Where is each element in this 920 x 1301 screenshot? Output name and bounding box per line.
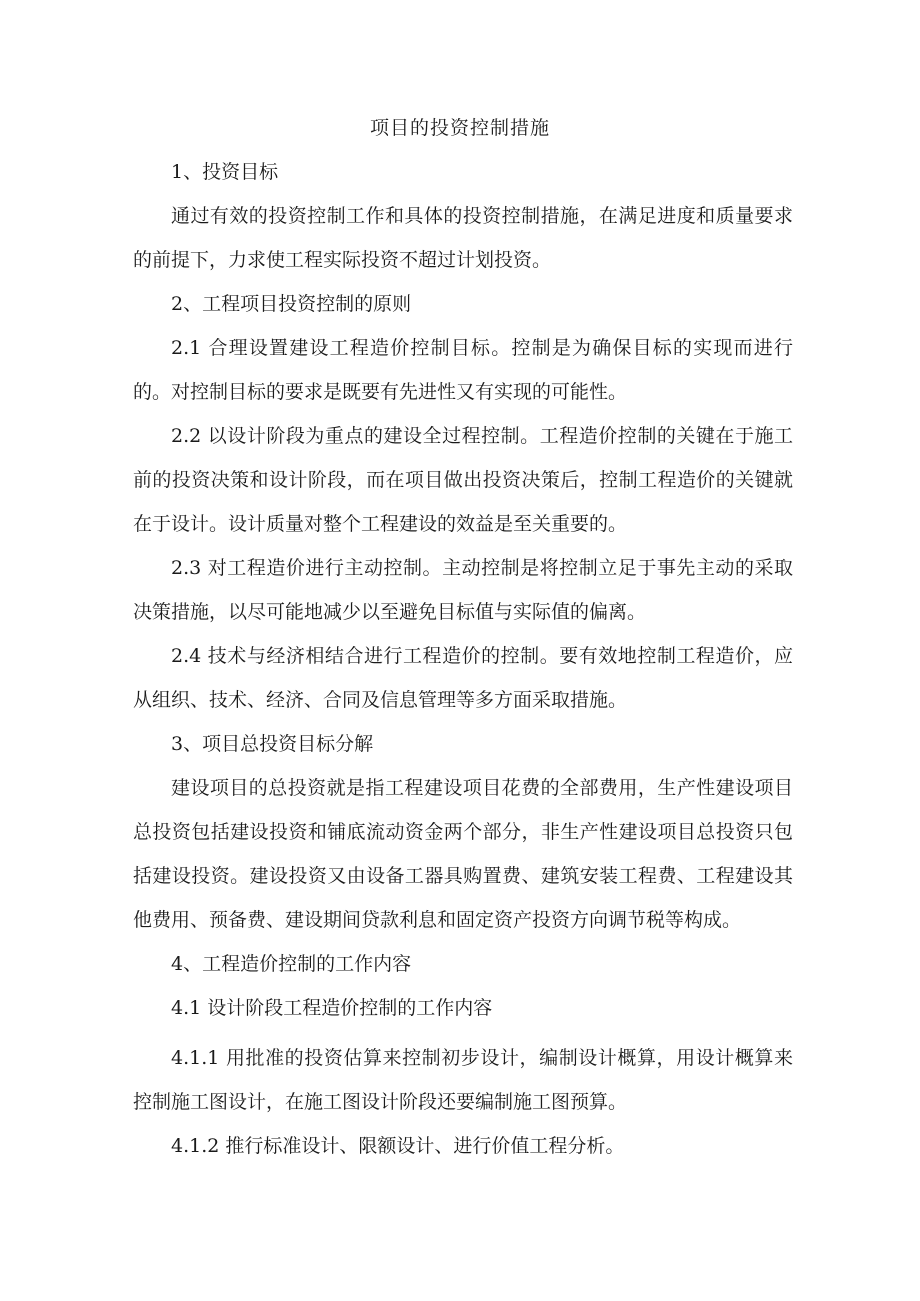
heading-investment-goal: 1、投资目标 — [171, 161, 279, 183]
paragraph-principle-2-3: 2.3 对工程造价进行主动控制。主动控制是将控制立足于事先主动的采取决策措施，以尽可能地减少以至避免目标值与实际值的偏离。 — [133, 557, 793, 623]
heading-target-breakdown: 3、项目总投资目标分解 — [171, 733, 374, 755]
heading-work-content: 4、工程造价控制的工作内容 — [171, 953, 412, 975]
paragraph-principle-2-2: 2.2 以设计阶段为重点的建设全过程控制。工程造价控制的关键在于施工前的投资决策和设计阶段，而在项目做出投资决策后，控制工程造价的关键就在于设计。设计质量对整个工程建设的效益是至关重要的。 — [133, 425, 793, 535]
paragraph-target-breakdown: 建设项目的总投资就是指工程建设项目花费的全部费用，生产性建设项目总投资包括建设投资和铺底流动资金两个部分，非生产性建设项目总投资只包括建设投资。建设投资又由设备工器具购置费、建筑安装工程费、工程建设其他费用、预备费、建设期间贷款利息和固定资产投资方向调节税等构成。 — [133, 777, 793, 931]
heading-design-stage: 4.1 设计阶段工程造价控制的工作内容 — [171, 997, 493, 1019]
paragraph-item-4-1-1: 4.1.1 用批准的投资估算来控制初步设计，编制设计概算，用设计概算来控制施工图设计，在施工图设计阶段还要编制施工图预算。 — [133, 1047, 793, 1113]
paragraph-principle-2-4: 2.4 技术与经济相结合进行工程造价的控制。要有效地控制工程造价，应从组织、技术、经济、合同及信息管理等多方面采取措施。 — [133, 645, 793, 711]
document-body — [133, 150, 793, 1168]
document-title: 项目的投资控制措施 — [369, 117, 550, 139]
paragraph-principle-2-1: 2.1 合理设置建设工程造价控制目标。控制是为确保目标的实现而进行的。对控制目标的要求是既要有先进性又有实现的可能性。 — [133, 337, 793, 403]
paragraph-item-4-1-2: 4.1.2 推行标准设计、限额设计、进行价值工程分析。 — [171, 1135, 625, 1157]
heading-control-principles: 2、工程项目投资控制的原则 — [171, 293, 412, 315]
paragraph-investment-goal: 通过有效的投资控制工作和具体的投资控制措施，在满足进度和质量要求的前提下，力求使工程实际投资不超过计划投资。 — [133, 205, 793, 271]
